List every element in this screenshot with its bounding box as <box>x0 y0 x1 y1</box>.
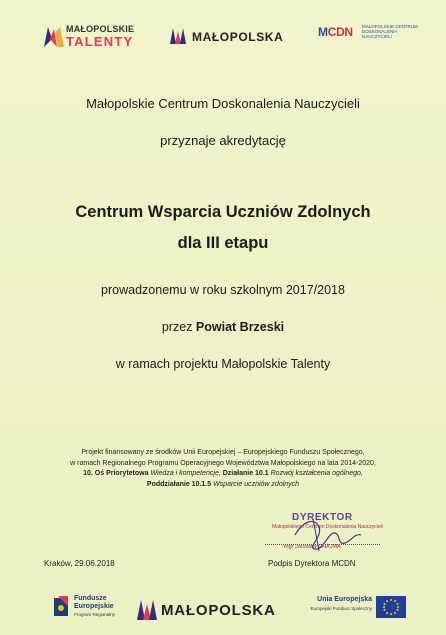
issuer-line: Małopolskie Centrum Doskonalenia Nauczycieli <box>86 96 360 111</box>
stamp-title: DYREKTOR <box>292 512 353 523</box>
fe-line3: Program Regionalny <box>74 612 116 617</box>
funding-subaction-name: Wsparcie uczniów zdolnych <box>213 480 300 488</box>
stamp-name: mgr Jarosław CHAJMA <box>284 544 341 550</box>
signature-line <box>265 544 380 545</box>
fundusze-europejskie-icon <box>52 594 72 620</box>
school-year-line: prowadzonemu w roku szkolnym 2017/2018 <box>101 283 345 297</box>
fundusze-europejskie-logo <box>52 594 132 624</box>
fe-line2: Europejskie <box>74 603 114 610</box>
funding-line2: w ramach Regionalnego Programu Operacyjnego Województwa Małopolskiego na lata 2014-2020, <box>70 459 376 467</box>
recipient-prefix: przez <box>161 320 193 334</box>
ue-line2: Europejski Fundusz Społeczny <box>310 606 372 611</box>
bottom-logo-bar <box>0 592 446 626</box>
funding-line4 <box>30 480 416 491</box>
funding-axis-name: Wiedza i kompetencje, <box>150 470 221 477</box>
certificate-stage: dla III etapu <box>177 234 269 252</box>
malopolska-logo-top <box>170 24 290 50</box>
funding-axis: 10. Oś Priorytetowa <box>83 470 149 477</box>
funding-action: Działanie 10.1 <box>222 470 269 477</box>
unia-europejska-logo <box>290 596 410 624</box>
ue-line1: Unia Europejska <box>317 596 372 603</box>
mcdn-mark-main: CDN <box>327 25 353 39</box>
recipient-name: Powiat Brzeski <box>195 320 285 334</box>
signature-label: Podpis Dyrektora MCDN <box>268 559 356 568</box>
funding-line3 <box>30 469 416 480</box>
mcdn-mark <box>318 25 353 39</box>
malopolska-m-icon <box>170 28 186 44</box>
mcdn-subtitle: MAŁOPOLSKIE CENTRUM DOSKONALENIA NAUCZYCIELI <box>362 24 418 39</box>
handwritten-signature <box>285 513 365 553</box>
mcdn-mark-prefix: M <box>318 25 328 39</box>
malopolska-bottom-text: MAŁOPOLSKA <box>161 602 276 619</box>
eu-flag-icon <box>376 596 406 618</box>
grants-line: przyznaje akredytację <box>160 133 286 148</box>
malopolska-logo-bottom <box>137 600 277 624</box>
malopolska-m-icon-bottom <box>137 600 157 620</box>
malopolskie-talenty-logo <box>44 22 144 52</box>
talenty-m-icon <box>44 25 64 47</box>
funding-action-name: Rozwój kształcenia ogólnego, <box>270 470 363 477</box>
fe-line1: Fundusze <box>74 595 107 602</box>
project-line: w ramach projektu Małopolskie Talenty <box>115 357 331 371</box>
funding-note <box>30 448 416 490</box>
certificate-title: Centrum Wsparcia Uczniów Zdolnych <box>75 203 371 221</box>
recipient-line <box>0 320 446 334</box>
funding-subaction: Poddziałanie 10.1.5 <box>146 480 212 488</box>
stamp-org: Małopolskiego Centrum Doskonalenia Nauczycieli <box>272 524 383 530</box>
talenty-line2: TALENTY <box>66 34 134 49</box>
mcdn-logo <box>318 22 418 50</box>
funding-line1: Projekt finansowany ze środków Unii Europejskiej – Europejskiego Funduszu Społecznego, <box>81 449 365 456</box>
issue-date: Kraków, 29.06.2018 <box>44 559 115 568</box>
malopolska-text: MAŁOPOLSKA <box>192 30 284 44</box>
talenty-line1: MAŁOPOLSKIE <box>66 24 135 34</box>
top-logo-bar <box>0 18 446 58</box>
